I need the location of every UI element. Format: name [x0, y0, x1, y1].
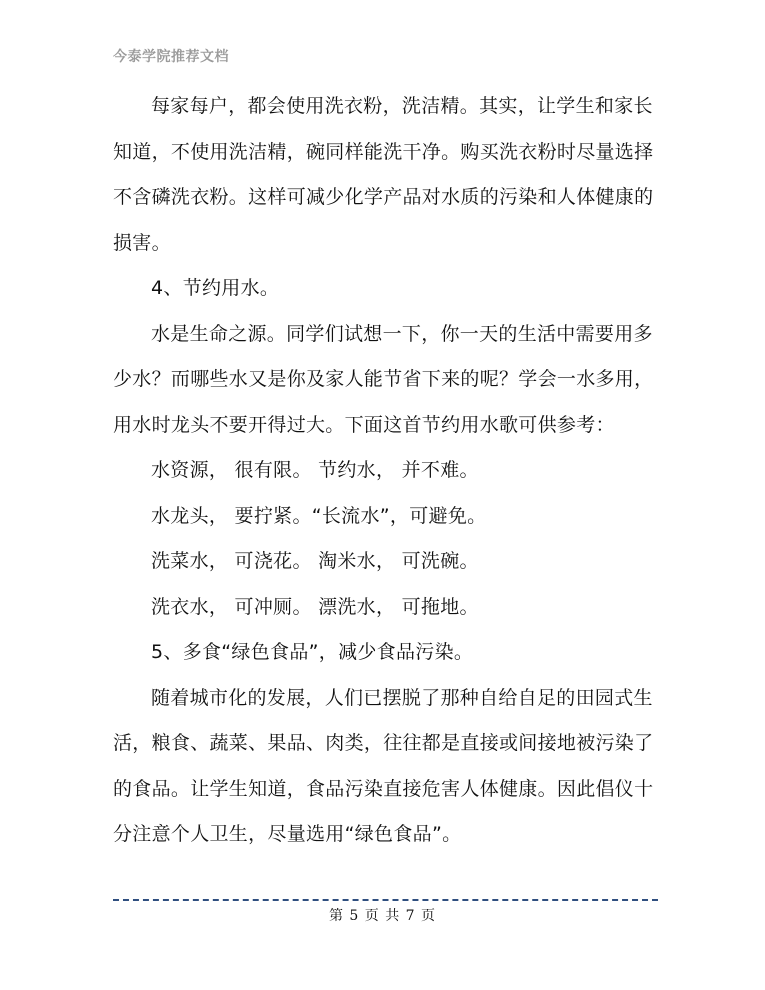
heading-green-food: 5、多食“绿色食品”，减少食品污染。 — [151, 641, 474, 663]
poem-line-2: 水龙头， 要拧紧。“长流水”，可避免。 — [151, 504, 487, 527]
poem-line-1: 水资源， 很有限。 节约水， 并不难。 — [151, 459, 479, 481]
paragraph-detergent: 每家每户，都会使用洗衣粉，洗洁精。其实，让学生和家长知道，不使用洗洁精，碗同样能洗干净。购买洗衣粉时尽量选择不含磷洗衣粉。这样可减少化学产品对水质的污染和人体健康的损害。 — [113, 95, 654, 254]
poem-line-4: 洗衣水， 可冲厕。 漂洗水， 可拖地。 — [151, 595, 479, 618]
document-body — [113, 84, 658, 858]
paragraph-urbanization: 随着城市化的发展，人们已摆脱了那种自给自足的田园式生活，粮食、蔬菜、果品、肉类，往往都是直接或间接地被污染了的食品。让学生知道，食品污染直接危害人体健康。因此倡仪十分注意个人卫生，尽量选用“绿色食品”。 — [113, 686, 654, 845]
heading-save-water: 4、节约用水。 — [151, 277, 280, 299]
poem-line-3: 洗菜水， 可浇花。 淘米水， 可洗碗。 — [151, 550, 479, 572]
page-number: 第 5 页 共 7 页 — [328, 908, 437, 924]
document-source-header: 今泰学院推荐文档 — [113, 49, 229, 65]
footer-divider — [113, 899, 658, 901]
paragraph-water-source: 水是生命之源。同学们试想一下，你一天的生活中需要用多少水？而哪些水又是你及家人能节省下来的呢？学会一水多用，用水时龙头不要开得过大。下面这首节约用水歌可供参考： — [113, 322, 654, 436]
